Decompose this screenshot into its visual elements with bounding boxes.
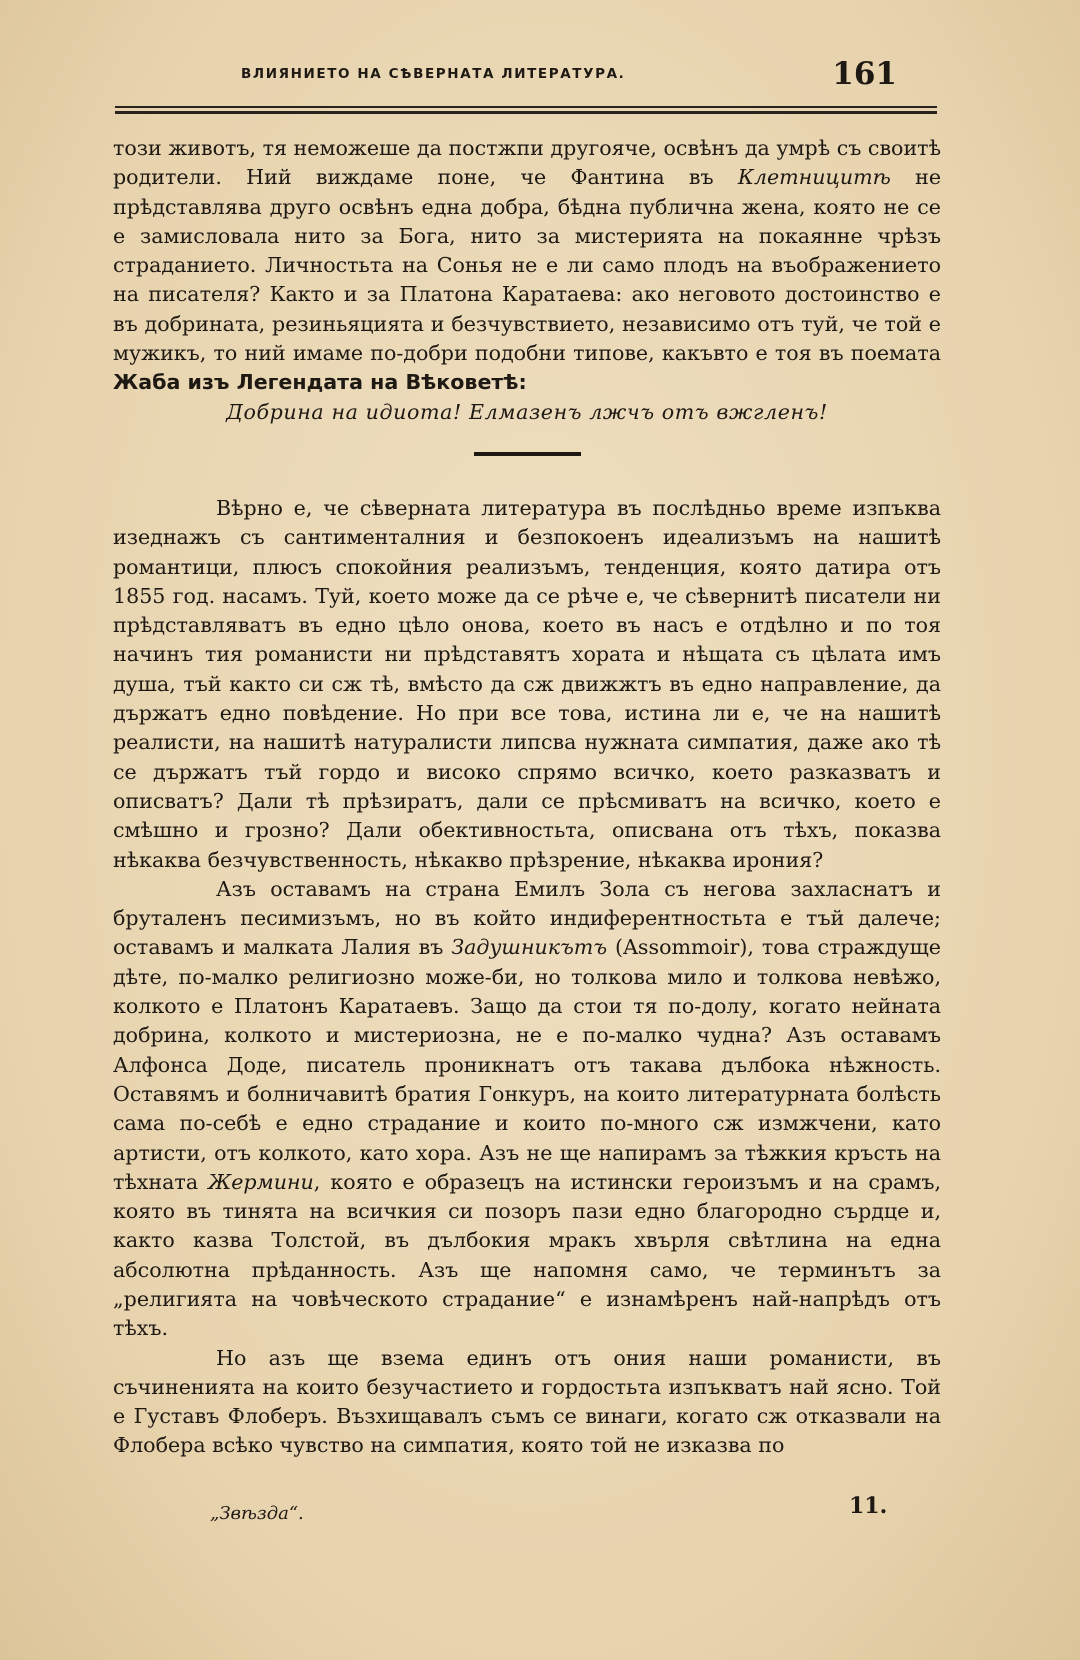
signature-mark: 11.: [849, 1493, 888, 1519]
header-rule-thick: [115, 111, 937, 114]
page-number: 161: [832, 56, 897, 92]
paragraph-1: [113, 134, 941, 398]
paragraph-4: Но азъ ще взема единъ отъ ония наши романисти, въ съчиненията на които безучастието и гордостьта изпъкватъ най ясно. Той е Густавъ Флоберъ. Възхищавалъ съмъ се винаги, когато сж отказвали на Флобера всѣко чувство на симпатия, която той не изказва по: [113, 1345, 941, 1458]
paragraph-3-text-cont: , която е образецъ на истински героизъмъ и на срамъ, която въ тинята на всичкия си позоръ пази едно благородно сърдце и, както казва Толстой, въ дълбокия мракъ хвърля свѣтлина на една абсолютна прѣданность. Азъ ще напомня само, че терминътъ за „религията на човѣческото страдание“ е изнамѣренъ най-напрѣдъ отъ тѣхъ.: [113, 1169, 941, 1341]
header-rule-thin: [115, 106, 937, 108]
paragraph-1-title-italic: Клетницитѣ: [737, 165, 891, 190]
poem-title-bold: Жаба изъ Легендата на Вѣковетѣ:: [113, 370, 527, 395]
paragraph-3-text-mid: (Assommoir), това страждуще дѣте, по-малко религиозно може-би, но толкова мило и толкова невѣжо, колкото е Платонъ Каратаевъ. Защо да стои тя по-долу, когато нейната добрина, колкото и мистериозна, не е по-малко чудна? Азъ оставамъ Алфонса Доде, писатель проникнатъ отъ такава дълбока нѣжность. Оставямъ и болничавитѣ братия Гонкуръ, на които литературната болѣсть сама по-себѣ е едно страдание и които по-много сж измжчени, като артисти, отъ колкото, като хора. Азъ не ще напирамъ за тѣжкия кръсть на тѣхната: [113, 935, 941, 1194]
body-text: [113, 134, 941, 1461]
paragraph-3: [113, 875, 941, 1344]
running-head-title: ВЛИЯНИЕТО НА СѢВЕРНАТА ЛИТЕРАТУРА.: [241, 66, 626, 82]
paragraph-1-text-cont: не прѣдставлява друго освѣнъ една добра, бѣдна публична жена, която не се е замисловала нито за Бога, нито за мистерията на покаянне чрѣзъ страданието. Личностьта на Сонья не е ли само плодъ на въображението на писателя? Както и за Платона Каратаева: ако неговото достоинство е въ добрината, резиньяцията и безчувствието, независимо отъ туй, че той е мужикъ, то ний имаме по-добри подобни типове, какъвто е тоя въ поемата: [113, 165, 942, 366]
section-divider: [474, 452, 581, 456]
journal-name: „Звѣзда“.: [210, 1503, 304, 1524]
paragraph-3-name-italic: Жермини: [208, 1169, 314, 1194]
paragraph-2: Вѣрно е, че сѣверната литература въ послѣдньо време изпъква изеднажъ съ сантименталния и безпокоенъ идеализъмъ на нашитѣ романтици, плюсъ спокойния реализъмъ, тенденция, която датира отъ 1855 год. насамъ. Туй, което може да се рѣче е, че сѣвернитѣ писатели ни прѣдставляватъ въ едно цѣло онова, което въ насъ е отдѣлно и по тоя начинъ тия романисти ни прѣдставятъ хората и нѣщата съ цѣлата имъ душа, тъй както си сж тѣ, вмѣсто да сж движжтъ въ едно направление, да държатъ едно повѣдение. Но при все това, истина ли е, че на нашитѣ реалисти, на нашитѣ натуралисти липсва нужната симпатия, даже ако тѣ се държатъ тъй гордо и високо спрямо всичко, което разказватъ и описватъ? Дали тѣ прѣзиратъ, дали се прѣсмиватъ на всичко, което е смѣшно и грозно? Дали обективностьта, описвана отъ тѣхъ, показва нѣкаква безчувственность, нѣкакво прѣзрение, нѣкаква ирония?: [113, 495, 941, 872]
paragraph-3-text: Азъ оставамъ на страна Емилъ Зола съ негова захласнатъ и бруталенъ песимизъмъ, но въ който индиферентностьта е тъй далече; оставамъ и малката Лалия въ: [113, 876, 941, 960]
paragraph-1-text: този животъ, тя неможеше да постжпи другояче, освѣнъ да умрѣ съ своитѣ родители. Ний виждаме поне, че Фантина въ: [113, 136, 941, 190]
quote-line: Добрина на идиота! Елмазенъ лжчъ отъ вжгленъ!: [226, 399, 828, 424]
running-head: [115, 56, 937, 96]
paragraph-3-title-italic: Задушникътъ: [451, 935, 608, 960]
